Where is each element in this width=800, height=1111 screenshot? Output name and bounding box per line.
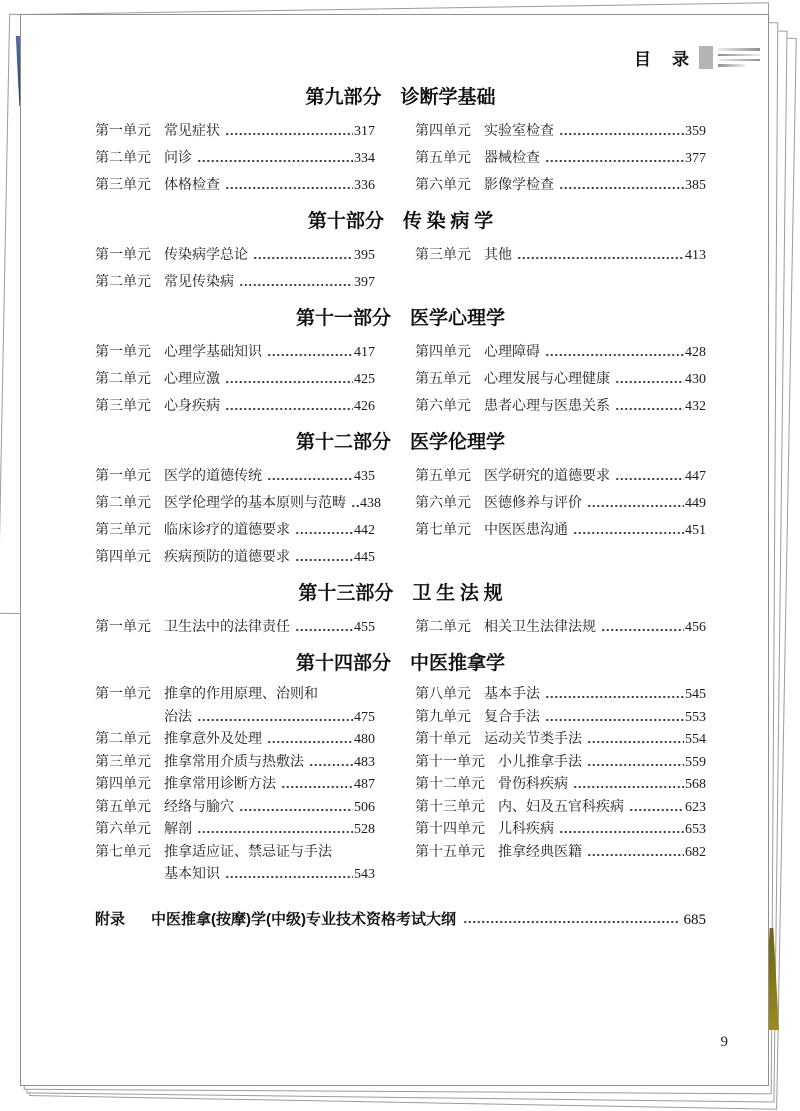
entry-page-number: 385: [685, 178, 706, 193]
toc-column-right: [415, 339, 706, 420]
toc-section: [95, 653, 706, 887]
dot-leader: [197, 707, 353, 730]
entry-page-number: 451: [685, 523, 706, 538]
toc-column-right: [415, 614, 706, 641]
entry-page-number: 455: [354, 620, 375, 635]
entry-body: [164, 729, 375, 752]
entry-page-number: 653: [685, 822, 706, 837]
toc-sections: [21, 15, 768, 887]
entry-title: 推拿的作用原理、治则和: [164, 687, 318, 702]
entry-body: [484, 118, 706, 145]
toc-section: [95, 583, 706, 641]
dot-leader: [225, 393, 353, 420]
unit-label: 第四单元: [95, 777, 151, 792]
dot-leader: [351, 490, 359, 517]
dot-leader: [309, 752, 353, 775]
entry-page-number: 395: [354, 248, 375, 263]
unit-label: 第二单元: [95, 151, 151, 166]
entry-page-number: 506: [354, 799, 375, 815]
toc-entry: [95, 339, 375, 366]
entry-body: [484, 463, 706, 490]
entry-page-number: 559: [685, 754, 706, 770]
entry-body: [164, 366, 375, 393]
toc-column-left: [95, 118, 375, 199]
entry-title: 推拿适应证、禁忌证与手法: [164, 844, 332, 860]
entry-page-number: 430: [685, 372, 706, 387]
unit-label: 第三单元: [95, 754, 151, 770]
toc-section: [95, 308, 706, 420]
entry-page-number: 554: [685, 732, 706, 747]
header-block-icon: [699, 46, 713, 69]
entry-page-number: 447: [685, 469, 706, 484]
unit-label: 第四单元: [95, 550, 151, 565]
entry-page-number: 377: [685, 151, 706, 166]
toc-entry: [95, 729, 375, 752]
entry-title: 医学研究的道德要求: [484, 469, 610, 484]
entry-body: [484, 339, 706, 366]
entry-body: [498, 797, 706, 820]
toc-column-left: [95, 242, 375, 296]
toc-entry: [95, 752, 375, 775]
entry-body: [484, 707, 706, 730]
unit-label: 第十一单元: [415, 754, 485, 770]
unit-label: 第一单元: [95, 124, 151, 139]
entry-body: [484, 517, 706, 544]
entry-body: [164, 242, 375, 269]
unit-label: 第五单元: [95, 799, 151, 815]
toc-section: [95, 211, 706, 296]
unit-label: 第八单元: [415, 687, 471, 702]
toc-entry: [415, 366, 706, 393]
entry-page-number: 359: [685, 124, 706, 139]
entry-title: 儿科疾病: [498, 822, 554, 837]
dot-leader: [601, 614, 684, 641]
toc-entry: [95, 118, 375, 145]
unit-label: 第一单元: [95, 620, 151, 635]
toc-entry: [95, 684, 375, 729]
toc-entry: [95, 614, 375, 641]
entry-title: 复合手法: [484, 709, 540, 725]
entry-page-number: 543: [354, 867, 375, 882]
toc-entry: [95, 819, 375, 842]
entry-page-number: 432: [685, 399, 706, 414]
entry-page-number: 442: [354, 523, 375, 538]
entry-title: 经络与腧穴: [164, 799, 234, 815]
entry-page-number: 397: [354, 275, 375, 290]
toc-section: [95, 432, 706, 571]
entry-body: [164, 517, 375, 544]
toc-column-left: [95, 684, 375, 887]
toc-entry: [95, 269, 375, 296]
section-title: 第九部分 诊断学基础: [305, 87, 496, 108]
entry-body: [498, 819, 706, 842]
dot-leader: [253, 242, 353, 269]
unit-label: 第一单元: [95, 248, 151, 263]
toc-entry: [415, 393, 706, 420]
entry-title: 心身疾病: [164, 399, 220, 414]
entry-title: 卫生法中的法律责任: [164, 620, 290, 635]
entry-body: [498, 774, 706, 797]
section-columns: [95, 463, 706, 571]
dot-leader: [267, 339, 353, 366]
toc-entry: [95, 172, 375, 199]
dot-leader: [225, 864, 353, 887]
entry-body: [164, 614, 375, 641]
entry-page-number: 456: [685, 620, 706, 635]
dot-leader: [559, 172, 684, 199]
unit-label: 第十五单元: [415, 844, 485, 860]
toc-entry: [95, 463, 375, 490]
dot-leader: [587, 490, 684, 517]
toc-entry: [415, 729, 706, 752]
header-lines-icon: [718, 46, 760, 69]
unit-label: 第九单元: [415, 709, 471, 725]
entry-body: [498, 752, 706, 775]
toc-entry: [415, 752, 706, 775]
entry-title: 常见症状: [164, 124, 220, 139]
dot-leader: [615, 366, 684, 393]
unit-label: 第二单元: [95, 732, 151, 747]
toc-entry: [95, 544, 375, 571]
entry-title: 小儿推拿手法: [498, 754, 582, 770]
toc-column-right: [415, 242, 706, 296]
page-header-title: 目 录: [634, 50, 691, 69]
entry-page-number: 417: [354, 345, 375, 360]
entry-body: [164, 172, 375, 199]
entry-title: 器械检查: [484, 151, 540, 166]
folio-page-number: 9: [720, 1034, 728, 1050]
entry-body: [164, 819, 375, 842]
section-title: 第十四部分 中医推拿学: [295, 653, 505, 674]
entry-title: 体格检查: [164, 178, 220, 193]
entry-body: [484, 242, 706, 269]
unit-label: 第三单元: [415, 248, 471, 263]
entry-title: 推拿意外及处理: [164, 732, 262, 747]
dot-leader: [545, 339, 684, 366]
toc-section: [95, 87, 706, 199]
unit-label: 第四单元: [415, 124, 471, 139]
toc-header: [634, 45, 760, 70]
unit-label: 第一单元: [95, 345, 151, 360]
entry-page-number: 528: [354, 822, 375, 837]
entry-page-number: 435: [354, 469, 375, 484]
entry-page-number: 545: [685, 687, 706, 702]
dot-leader: [615, 463, 684, 490]
toc-entry: [95, 774, 375, 797]
entry-title-line2: [164, 707, 375, 730]
entry-body: [164, 145, 375, 172]
unit-label: 第四单元: [415, 345, 471, 360]
dot-leader: [587, 752, 684, 775]
toc-entry: [95, 517, 375, 544]
entry-title: 医学的道德传统: [164, 469, 262, 484]
dot-leader: [545, 145, 684, 172]
entry-title-line2: [164, 864, 375, 887]
entry-body: [164, 269, 375, 296]
entry-body: [164, 490, 381, 517]
entry-title: 运动关节类手法: [484, 732, 582, 747]
toc-entry: [415, 242, 706, 269]
toc-entry: [415, 797, 706, 820]
entry-body: [484, 729, 706, 752]
toc-entry: [95, 842, 375, 887]
dot-leader: [463, 907, 680, 933]
dot-leader: [545, 707, 684, 730]
appendix-label: 附录: [95, 910, 126, 928]
toc-entry: [95, 242, 375, 269]
unit-label: 第一单元: [95, 469, 151, 484]
entry-body: [164, 544, 375, 571]
unit-label: 第二单元: [95, 372, 151, 387]
dot-leader: [559, 819, 684, 842]
entry-title: 基本手法: [484, 687, 540, 702]
entry-body: [498, 842, 706, 865]
dot-leader: [197, 145, 353, 172]
entry-page-number: 426: [354, 399, 375, 414]
unit-label: 第二单元: [415, 620, 471, 635]
entry-title: 问诊: [164, 151, 192, 166]
entry-title-continuation: 基本知识: [164, 867, 220, 882]
entry-page-number: 413: [685, 248, 706, 263]
entry-title-continuation: 治法: [164, 709, 192, 725]
entry-title: 相关卫生法律法规: [484, 620, 596, 635]
entry-title: 解剖: [164, 822, 192, 837]
appendix-title: 中医推拿(按摩)学(中级)专业技术资格考试大纲: [151, 910, 456, 928]
entry-title: 心理应激: [164, 372, 220, 387]
unit-label: 第二单元: [95, 496, 151, 511]
toc-entry: [95, 366, 375, 393]
unit-label: 第十二单元: [415, 777, 485, 792]
entry-page-number: 334: [354, 151, 375, 166]
entry-page-number: 623: [685, 799, 706, 815]
dot-leader: [615, 393, 684, 420]
dot-leader: [545, 684, 684, 707]
dot-leader: [225, 172, 353, 199]
entry-title: 影像学检查: [484, 178, 554, 193]
section-title: 第十三部分 卫 生 法 规: [298, 583, 503, 604]
entry-title: 中医医患沟通: [484, 523, 568, 538]
toc-entry: [415, 819, 706, 842]
entry-body: [164, 842, 375, 887]
entry-title: 推拿经典医籍: [498, 844, 582, 860]
unit-label: 第十三单元: [415, 799, 485, 815]
entry-body: [164, 684, 375, 729]
toc-entry: [415, 517, 706, 544]
dot-leader: [239, 269, 353, 296]
entry-body: [164, 118, 375, 145]
section-columns: [95, 614, 706, 641]
entry-title: 内、妇及五官科疾病: [498, 799, 624, 815]
entry-title: 推拿常用诊断方法: [164, 777, 276, 792]
unit-label: 第五单元: [415, 372, 471, 387]
unit-label: 第二单元: [95, 275, 151, 290]
dot-leader: [267, 729, 353, 752]
entry-page-number: 428: [685, 345, 706, 360]
section-title: 第十一部分 医学心理学: [295, 308, 505, 329]
entry-page-number: 487: [354, 777, 375, 792]
toc-entry: [415, 774, 706, 797]
section-columns: [95, 118, 706, 199]
toc-entry: [415, 842, 706, 865]
unit-label: 第五单元: [415, 469, 471, 484]
dot-leader: [225, 366, 353, 393]
dot-leader: [573, 517, 684, 544]
entry-title: 医学伦理学的基本原则与范畴: [164, 496, 346, 511]
toc-entry: [95, 145, 375, 172]
entry-title: 骨伤科疾病: [498, 777, 568, 792]
toc-column-left: [95, 463, 381, 571]
entry-body: [164, 463, 375, 490]
entry-page-number: 475: [354, 709, 375, 725]
toc-entry: [95, 490, 381, 517]
entry-body: [484, 145, 706, 172]
entry-page-number: 425: [354, 372, 375, 387]
dot-leader: [239, 797, 353, 820]
dot-leader: [295, 544, 353, 571]
entry-body: [164, 797, 375, 820]
entry-page-number: 449: [685, 496, 706, 511]
section-title: 第十二部分 医学伦理学: [295, 432, 505, 453]
entry-page-number: 336: [354, 178, 375, 193]
entry-body: [484, 172, 706, 199]
toc-entry: [415, 463, 706, 490]
unit-label: 第十单元: [415, 732, 471, 747]
entry-title: 临床诊疗的道德要求: [164, 523, 290, 538]
entry-body: [164, 752, 375, 775]
toc-entry: [415, 339, 706, 366]
dot-leader: [629, 797, 684, 820]
unit-label: 第三单元: [95, 399, 151, 414]
entry-title: 传染病学总论: [164, 248, 248, 263]
appendix-page-number: 685: [683, 911, 706, 928]
unit-label: 第三单元: [95, 523, 151, 538]
entry-page-number: 438: [360, 496, 381, 511]
toc-column-right: [415, 118, 706, 199]
entry-body: [484, 684, 706, 707]
entry-body: [164, 339, 375, 366]
entry-title: 医德修养与评价: [484, 496, 582, 511]
dot-leader: [281, 774, 353, 797]
entry-title: 其他: [484, 248, 512, 263]
dot-leader: [295, 517, 353, 544]
toc-entry: [415, 614, 706, 641]
unit-label: 第六单元: [95, 822, 151, 837]
toc-entry: [415, 118, 706, 145]
entry-title: 患者心理与医患关系: [484, 399, 610, 414]
unit-label: 第十四单元: [415, 822, 485, 837]
dot-leader: [267, 463, 353, 490]
toc-entry: [415, 145, 706, 172]
entry-body: [484, 614, 706, 641]
entry-title: 常见传染病: [164, 275, 234, 290]
appendix-row: [95, 907, 706, 933]
toc-column-right: [415, 684, 706, 887]
entry-page-number: 553: [685, 709, 706, 725]
entry-page-number: 568: [685, 777, 706, 792]
toc-entry: [415, 490, 706, 517]
entry-page-number: 445: [354, 550, 375, 565]
entry-page-number: 480: [354, 732, 375, 747]
toc-entry: [415, 684, 706, 707]
entry-title: 心理障碍: [484, 345, 540, 360]
unit-label: 第六单元: [415, 399, 471, 414]
dot-leader: [587, 842, 684, 865]
dot-leader: [517, 242, 684, 269]
toc-column-left: [95, 339, 375, 420]
entry-body: [164, 774, 375, 797]
entry-page-number: 317: [354, 124, 375, 139]
toc-entry: [95, 393, 375, 420]
entry-title: 实验室检查: [484, 124, 554, 139]
dot-leader: [573, 774, 684, 797]
toc-entry: [415, 707, 706, 730]
entry-body: [484, 490, 706, 517]
dot-leader: [559, 118, 684, 145]
unit-label: 第七单元: [415, 523, 471, 538]
unit-label: 第七单元: [95, 844, 151, 860]
toc-column-left: [95, 614, 375, 641]
entry-title: 心理发展与心理健康: [484, 372, 610, 387]
section-columns: [95, 339, 706, 420]
unit-label: 第三单元: [95, 178, 151, 193]
section-columns: [95, 242, 706, 296]
entry-body: [164, 393, 375, 420]
unit-label: 第六单元: [415, 496, 471, 511]
dot-leader: [587, 729, 684, 752]
section-title: 第十部分 传 染 病 学: [307, 211, 494, 232]
toc-page: [20, 14, 769, 1086]
unit-label: 第五单元: [415, 151, 471, 166]
toc-entry: [415, 172, 706, 199]
section-columns: [95, 684, 706, 887]
toc-column-right: [415, 463, 706, 571]
dot-leader: [197, 819, 353, 842]
entry-body: [484, 366, 706, 393]
toc-entry: [95, 797, 375, 820]
dot-leader: [295, 614, 353, 641]
entry-title: 推拿常用介质与热敷法: [164, 754, 304, 770]
dot-leader: [225, 118, 353, 145]
entry-body: [484, 393, 706, 420]
entry-title: 疾病预防的道德要求: [164, 550, 290, 565]
unit-label: 第一单元: [95, 687, 151, 702]
unit-label: 第六单元: [415, 178, 471, 193]
entry-page-number: 483: [354, 754, 375, 770]
entry-title: 心理学基础知识: [164, 345, 262, 360]
entry-page-number: 682: [685, 844, 706, 860]
